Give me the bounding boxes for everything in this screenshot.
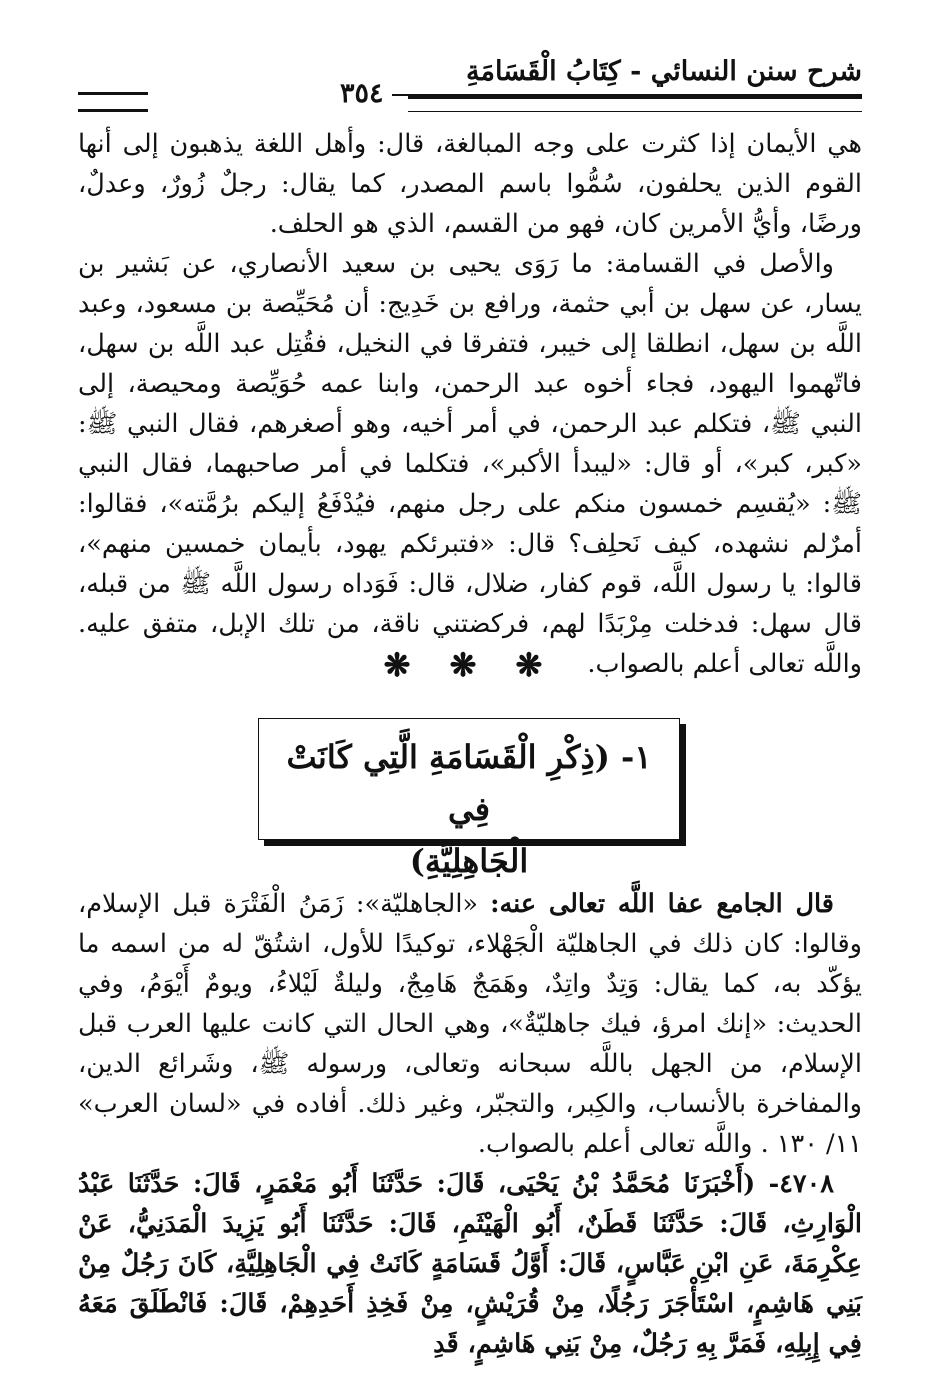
- commentary-lead: قال الجامع عفا اللَّه تعالى عنه:: [490, 889, 834, 919]
- chapter-heading-line-1: ١- (ذِكْرِ الْقَسَامَةِ الَّتِي كَانَتْ فِي: [286, 738, 652, 828]
- hadith-4708: ٤٧٠٨- (أَخْبَرَنَا مُحَمَّدُ بْنُ يَحْيَى، قَالَ: حَدَّثَنَا أَبُو مَعْمَرٍ، قَالَ: حَدَّثَنَا عَبْدُ الْوَارِثِ، قَالَ: حَدَّثَنَا قَطَنٌ، أَبُو الْهَيْثَمِ، قَالَ: حَدَّثَنَا أَبُو يَزِيدَ الْمَدَنِيُّ، عَنْ عِكْرِمَةَ، عَنِ ابْنِ عَبَّاسٍ، قَالَ: أَوَّلُ قَسَامَةٍ كَانَتْ فِي الْجَاهِلِيَّةِ، كَانَ رَجُلٌ مِنْ بَنِي هَاشِمٍ، اسْتَأْجَرَ رَجُلًا، مِنْ قُرَيْشٍ، مِنْ فَخِذِ أَحَدِهِمْ، قَالَ: فَانْطَلَقَ مَعَهُ فِي إِبِلِهِ، فَمَرَّ بِهِ رَجُلٌ، مِنْ بَنِي هَاشِمٍ، قَدِ: [78, 1169, 862, 1359]
- header-double-rule: [408, 96, 862, 112]
- commentary-body: «الجاهليّة»: زَمَنُ الْفَتْرَة قبل الإسلام، وقالوا: كان ذلك في الجاهليّة الْجَهْلاء، توكيدًا للأول، اشتُقّ له من اسمه ما يؤكّد به، كما يقال: وَتِدٌ واتِدٌ، وهَمَجٌ هَامِجٌ، وليلةٌ لَيْلاءُ، ويومٌ أَيْوَمُ، وفي الحديث: «إنك امرؤ، فيك جاهليّةٌ»، وهي الحال التي كانت عليها العرب قبل الإسلام، من الجهل باللَّه سبحانه وتعالى، ورسوله ﷺ، وشَرائع الدين، والمفاخرة بالأنساب، والكِبر، والتجبّر، وغير ذلك. أفاده في «لسان العرب» ١١/ ١٣٠ . واللَّه تعالى أعلم بالصواب.: [78, 889, 862, 1159]
- intro-paragraph-1: هي الأيمان إذا كثرت على وجه المبالغة، قال: وأهل اللغة يذهبون إلى أنها القوم الذين يحلفون، سُمُّوا باسم المصدر، كما يقال: رجلٌ زُورٌ، وعدلٌ، ورضًا، وأيُّ الأمرين كان، فهو من القسم، الذي هو الحلف.: [78, 129, 862, 239]
- chapter-heading: [259, 719, 679, 887]
- commentary-section: [78, 884, 862, 1364]
- page-header: [78, 56, 862, 109]
- header-short-rule: [78, 92, 148, 112]
- page-number: ٣٥٤: [340, 78, 384, 109]
- chapter-heading-box: [258, 718, 680, 880]
- intro-section: [78, 124, 862, 684]
- commentary-paragraph: [78, 884, 862, 1164]
- running-title: شرح سنن النسائي - كِتَابُ الْقَسَامَةِ: [466, 56, 862, 87]
- intro-paragraph-2: والأصل في القسامة: ما رَوَى يحيى بن سعيد الأنصاري، عن بَشير بن يسار، عن سهل بن أبي حثمة، ورافع بن خَدِيج: أن مُحَيِّصة بن مسعود، وعبد اللَّه بن سهل، انطلقا إلى خيبر، فتفرقا في النخيل، فقُتِل عبد اللَّه بن سهل، فاتّهموا اليهود، فجاء أخوه عبد الرحمن، وابنا عمه حُوَيِّصة ومحيصة، إلى النبي ﷺ، فتكلم عبد الرحمن، في أمر أخيه، وهو أصغرهم، فقال النبي ﷺ: «كبر، كبر»، أو قال: «ليبدأ الأكبر»، فتكلما في أمر صاحبهما، فقال النبي ﷺ: «يُقسِم خمسون منكم على رجل منهم، فيُدْفَعُ إليكم برُمَّته»، فقالوا: أمرٌلم نشهده، كيف نَحلِف؟ قال: «فتبرئكم يهود، بأيمان خمسين منهم»، قالوا: يا رسول اللَّه، قوم كفار، ضلال، قال: فَوَداه رسول اللَّه ﷺ من قبله، قال سهل: فدخلت مِرْبَدًا لهم، فركضتني ناقة، من تلك الإبل، متفق عليه. واللَّه تعالى أعلم بالصواب.: [78, 249, 862, 679]
- chapter-heading-line-2: الْجَاهِلِيَّةِ): [409, 842, 529, 880]
- section-separator: ❋ ❋ ❋: [383, 646, 557, 684]
